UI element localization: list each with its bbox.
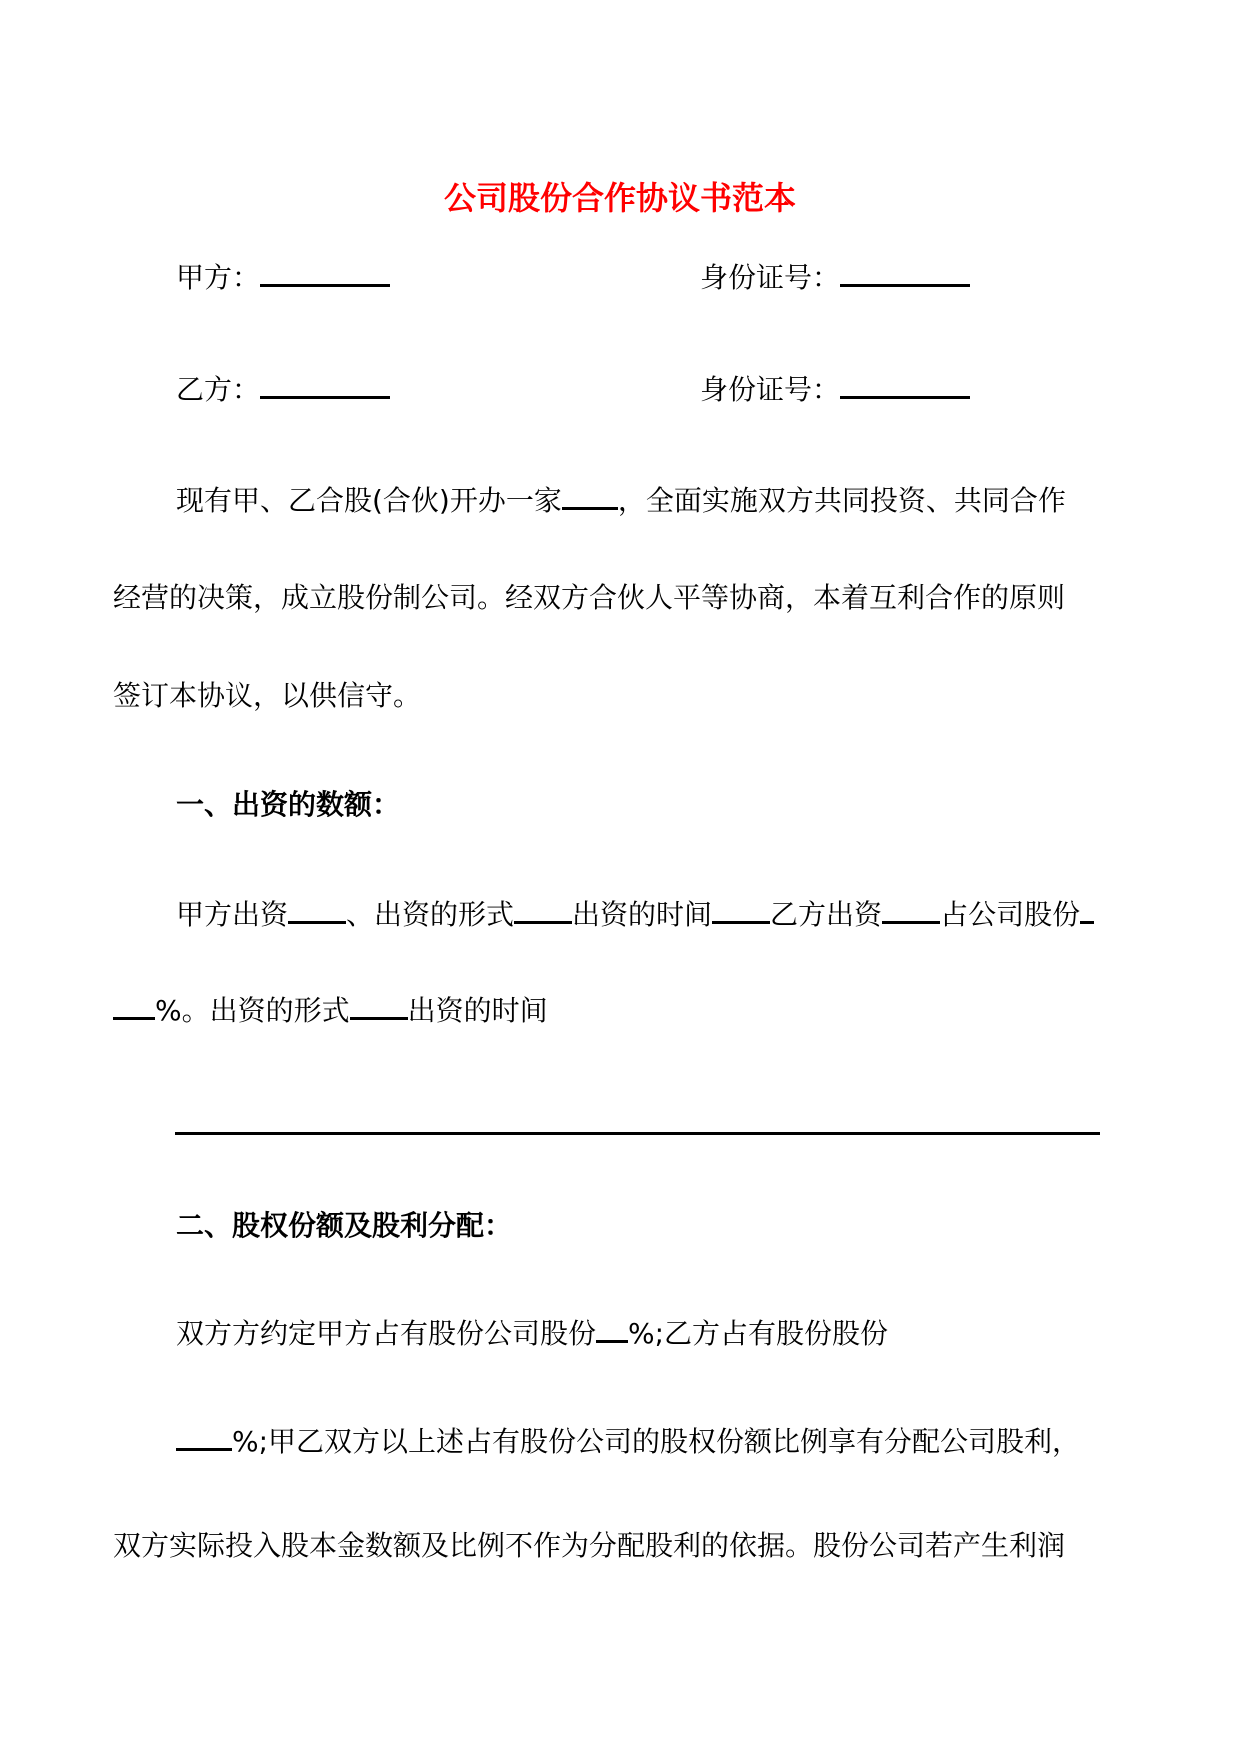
section-1-line-2 xyxy=(113,987,548,1035)
signature-rule[interactable] xyxy=(175,1132,1100,1135)
s1-text-a: 甲方出资 xyxy=(176,898,289,931)
intro-line-1 xyxy=(176,477,1066,525)
party-b-row xyxy=(176,366,390,414)
party-a-id-blank[interactable] xyxy=(840,254,970,287)
document-title: 公司股份合作协议书范本 xyxy=(443,179,796,217)
section-2-line-3: 双方实际投入股本金数额及比例不作为分配股利的依据。股份公司若产生利润 xyxy=(113,1529,1066,1562)
section-1-heading: 一、出资的数额： xyxy=(176,788,401,821)
party-a-form-blank[interactable] xyxy=(514,891,572,924)
section-2-line-2 xyxy=(176,1418,1080,1466)
s1-text-d: 乙方出资 xyxy=(770,898,883,931)
party-a-time-blank[interactable] xyxy=(712,891,770,924)
s2-text-b: %;乙方占有股份股份 xyxy=(628,1317,889,1350)
s1-text-e: 占公司股份 xyxy=(940,898,1081,931)
company-name-blank[interactable] xyxy=(562,477,618,510)
party-a-id-label: 身份证号： xyxy=(700,261,841,294)
s2-text-a: 双方方约定甲方占有股份公司股份 xyxy=(176,1317,597,1350)
s2-text-c: %;甲乙双方以上述占有股份公司的股权份额比例享有分配公司股利， xyxy=(232,1425,1081,1458)
party-a-row xyxy=(176,254,390,302)
share-blank-start[interactable] xyxy=(1080,891,1094,924)
party-a-share-blank[interactable] xyxy=(596,1310,628,1343)
party-b-capital-blank[interactable] xyxy=(882,891,940,924)
section-2-line-1 xyxy=(176,1310,888,1358)
section-1-line-1 xyxy=(176,891,1094,939)
party-a-label: 甲方： xyxy=(176,261,261,294)
s1-text-c: 出资的时间 xyxy=(572,898,713,931)
s1-text-b: 、出资的形式 xyxy=(346,898,515,931)
party-b-blank[interactable] xyxy=(260,366,390,399)
party-b-form-blank[interactable] xyxy=(350,987,408,1020)
s1-text-g: 出资的时间 xyxy=(407,994,548,1027)
party-a-id-row xyxy=(700,254,970,302)
intro-line-3: 签订本协议，以供信守。 xyxy=(113,679,422,712)
party-a-capital-blank[interactable] xyxy=(288,891,346,924)
intro-line-2: 经营的决策，成立股份制公司。经双方合伙人平等协商，本着互利合作的原则 xyxy=(113,581,1066,614)
party-b-share-blank[interactable] xyxy=(176,1418,232,1451)
share-blank-end[interactable] xyxy=(113,987,155,1020)
intro-text-a: 现有甲、乙合股(合伙)开办一家 xyxy=(176,484,562,517)
party-b-id-blank[interactable] xyxy=(840,366,970,399)
party-a-blank[interactable] xyxy=(260,254,390,287)
section-2-heading: 二、股权份额及股利分配： xyxy=(176,1209,513,1242)
party-b-label: 乙方： xyxy=(176,373,261,406)
s1-text-f: %。出资的形式 xyxy=(155,994,350,1027)
party-b-id-label: 身份证号： xyxy=(700,373,841,406)
intro-text-b: ，全面实施双方共同投资、共同合作 xyxy=(617,484,1066,517)
party-b-id-row xyxy=(700,366,970,414)
